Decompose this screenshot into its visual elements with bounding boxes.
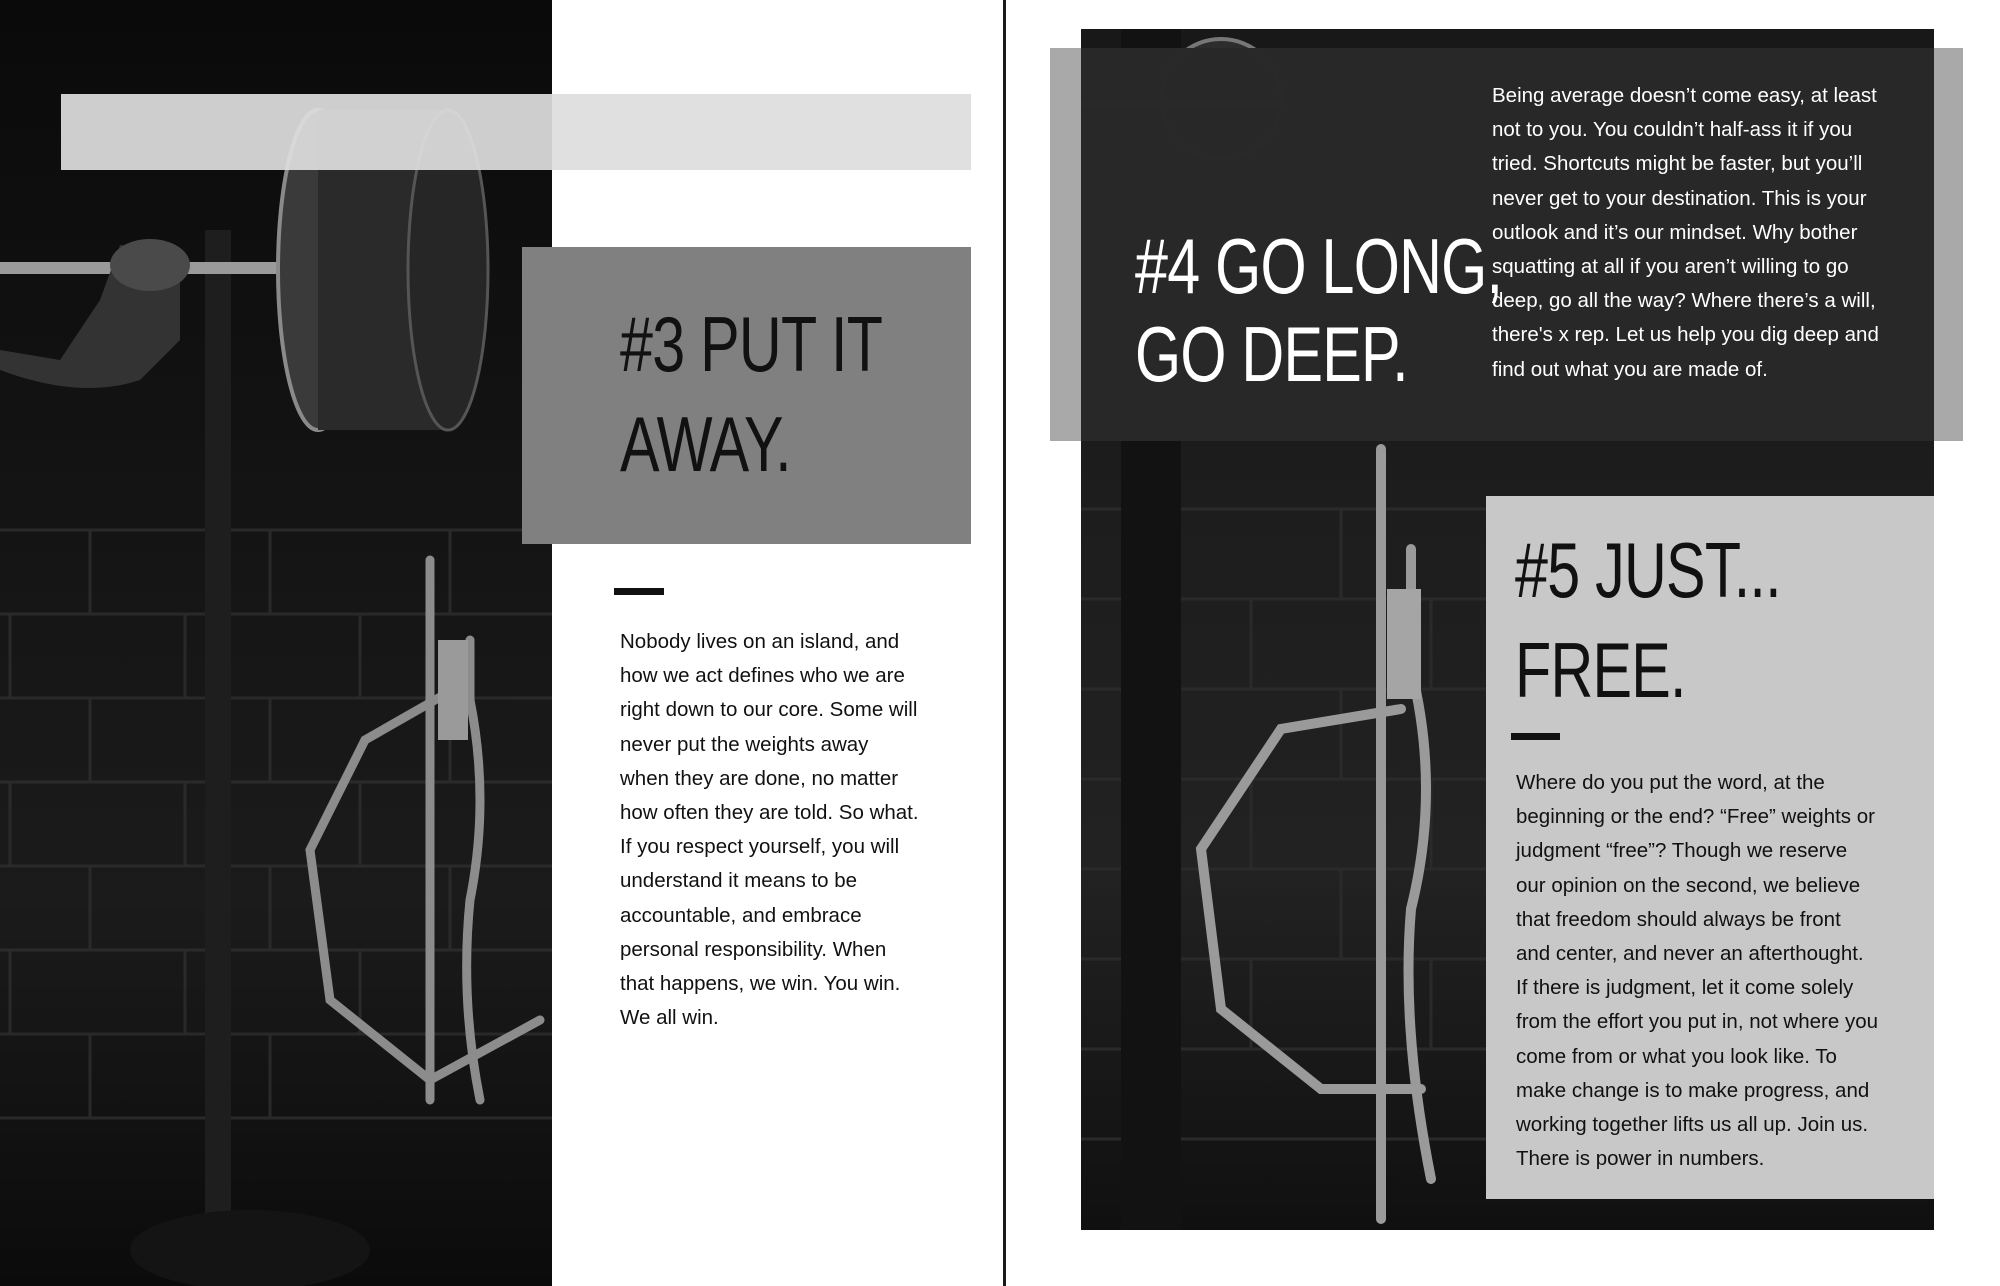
- gym-photo-barbell-illustration: [0, 0, 552, 1286]
- headline-3-divider: [614, 588, 664, 595]
- headline-3: #3 PUT IT AWAY.: [620, 300, 883, 488]
- body-text-4: Being average doesn’t come easy, at least not to you. You couldn’t half-ass it if you tried. Shortcuts might be faster, but you’ll never get to your destination. This is your outlook and it’s our mindset. Why bother squatting at all if you aren’t willing to go deep, go all the way? Where there’s a will, there's x rep. Let us help you dig deep and find out what you are made of.: [1492, 84, 1879, 381]
- headline-4: #4 GO LONG, GO DEEP.: [1135, 222, 1503, 398]
- body-text-3: Nobody lives on an island, and how we act defines who we are right down to our core. Some will never put the weights away when they are done, no matter how often they are told. So what. If you respect yourself, you will understand it means to be accountable, and embrace personal responsibility. When that happens, we win. You win. We all win.: [620, 630, 919, 1030]
- top-gray-band: [61, 94, 971, 170]
- page-spine-divider: [1003, 0, 1006, 1286]
- body-text-5: Where do you put the word, at the beginning or the end? “Free” weights or judgment “free”? Though we reserve our opinion on the second, we believe that freedom should always be front and center, and never an afterthought. If there is judgment, let it come solely from the effort you put in, not where you come from or what you look like. To make change is to make progress, and working together lifts us all up. Join us. There is power in numbers.: [1516, 771, 1878, 1171]
- left-gym-photo: [0, 0, 552, 1286]
- headline-5: #5 JUST... FREE.: [1515, 526, 1781, 714]
- headline-5-divider: [1511, 733, 1560, 740]
